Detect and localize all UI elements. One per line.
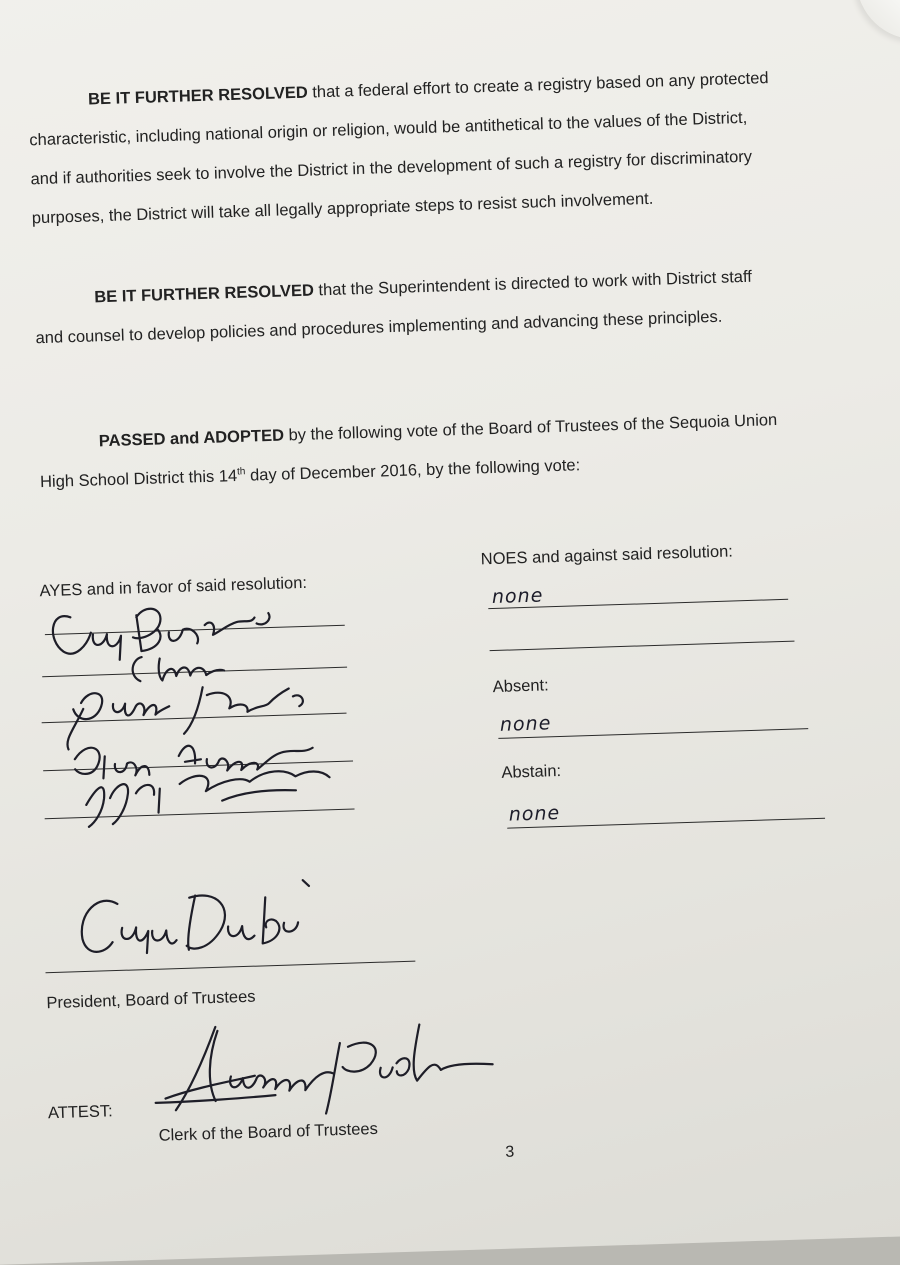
abstain-label: Abstain: xyxy=(501,761,562,782)
attest-label: ATTEST: xyxy=(47,1102,113,1123)
abstain-value: none xyxy=(508,802,561,826)
president-label: President, Board of Trustees xyxy=(46,987,256,1013)
paragraph-text: that a federal effort to create a registry based on any protected characteristic, including national origin or religion, would be antithetical to the values of the District, and if authorities seek to involve the District in the development of such a registry for discriminatory purposes, the District will take all legally appropriate steps to resist such involvement. xyxy=(29,69,769,228)
ayes-label: AYES and in favor of said resolution: xyxy=(39,573,308,601)
paragraph-text: day of December 2016, by the following vote: xyxy=(245,456,581,485)
adoption-paragraph xyxy=(38,401,785,502)
page-number: 3 xyxy=(505,1143,515,1161)
paragraph-lead: BE IT FURTHER RESOLVED xyxy=(87,83,309,109)
clerk-label: Clerk of the Board of Trustees xyxy=(158,1119,379,1145)
noes-label: NOES and against said resolution: xyxy=(480,542,734,569)
paragraph-lead: BE IT FURTHER RESOLVED xyxy=(94,281,315,307)
ordinal-suffix: th xyxy=(236,466,246,478)
resolution-paragraph-superintendent xyxy=(34,257,781,358)
president-signature xyxy=(69,875,352,974)
paragraph-text: that the Superintendent is directed to work with District staff and counsel to develop policies and procedures implementing and advancing these principles. xyxy=(35,267,753,348)
paragraph-text: by the following vote of the Board of Trustees of the Sequoia Union High School District this 14 xyxy=(39,411,778,492)
absent-label: Absent: xyxy=(492,676,549,697)
resolution-paragraph-registry xyxy=(28,59,778,238)
clerk-signature xyxy=(133,1008,506,1130)
paragraph-lead: PASSED and ADOPTED xyxy=(98,426,285,451)
noes-line-2 xyxy=(490,641,795,652)
absent-value: none xyxy=(499,712,552,736)
aye-signatures xyxy=(40,590,377,840)
noes-value: none xyxy=(491,584,544,609)
